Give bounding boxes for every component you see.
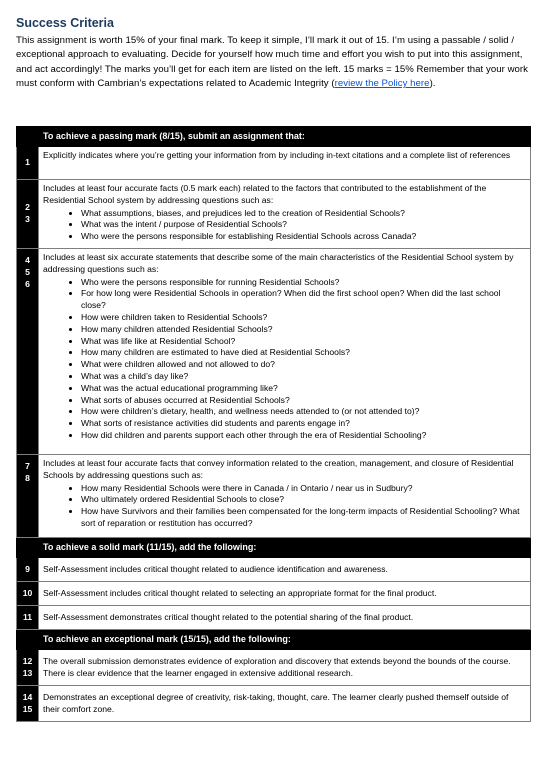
mark-cell bbox=[17, 686, 39, 722]
section-title: To achieve a passing mark (8/15), submit an assignment that: bbox=[39, 127, 531, 147]
list-item: • What sorts of abuses occurred at Residential Schools? bbox=[81, 395, 526, 407]
list-item: • How many children attended Residential Schools? bbox=[81, 324, 526, 336]
criteria-row bbox=[17, 558, 531, 582]
criteria-description: Self-Assessment includes critical thought related to audience identification and awareness. bbox=[43, 563, 388, 574]
list-item: • What was a child’s day like? bbox=[81, 371, 526, 383]
section-header-passing bbox=[17, 127, 531, 147]
criteria-text bbox=[39, 180, 531, 249]
section-title: To achieve an exceptional mark (15/15), add the following: bbox=[39, 630, 531, 650]
criteria-description: Explicitly indicates where you’re getting your information from by including in-text citations and a complete list of references bbox=[43, 150, 511, 160]
mark-number: 9 bbox=[25, 563, 30, 574]
intro-text: This assignment is worth 15% of your final mark. To keep it simple, I’ll mark it out of 15. I’m using a passable / solid / exceptional approach to evaluating. Decide for yourself how much time and effort you wish to put into this assignment, and act accordingly! The marks you’ll get for each item are listed on the left. 15 marks = 15% Remember that your work must conform with Cambrian’s expectations related to Academic Integrity ( bbox=[16, 35, 529, 90]
mark-cell bbox=[17, 249, 39, 455]
list-item: • What were children allowed and not allowed to do? bbox=[81, 359, 526, 371]
mark-cell bbox=[17, 558, 39, 582]
mark-cell bbox=[17, 180, 39, 249]
criteria-row bbox=[17, 606, 531, 630]
criteria-row bbox=[17, 147, 531, 180]
mark-number: 7 bbox=[25, 461, 30, 471]
list-item: • What sorts of resistance activities did students and parents engage in? bbox=[81, 418, 526, 430]
list-item: • How many children are estimated to have died at Residential Schools? bbox=[81, 347, 526, 359]
criteria-description: Self-Assessment demonstrates critical thought related to the potential sharing of the final product. bbox=[43, 611, 414, 622]
mark-cell bbox=[17, 606, 39, 630]
mark-number: 11 bbox=[22, 611, 33, 622]
question-list bbox=[43, 277, 526, 442]
criteria-row bbox=[17, 180, 531, 249]
criteria-text bbox=[39, 147, 531, 180]
section-header-exceptional bbox=[17, 630, 531, 650]
list-item: • How were children taken to Residential Schools? bbox=[81, 312, 526, 324]
criteria-text bbox=[39, 558, 531, 582]
mark-number: 15 bbox=[22, 703, 33, 714]
mark-cell bbox=[17, 455, 39, 538]
criteria-row bbox=[17, 650, 531, 686]
mark-number: 6 bbox=[25, 278, 30, 289]
page-title: Success Criteria bbox=[16, 16, 114, 30]
list-item: • Who ultimately ordered Residential Schools to close? bbox=[81, 494, 526, 506]
list-item: • What was life like at Residential School? bbox=[81, 336, 526, 348]
list-item: • How have Survivors and their families been compensated for the long-term impacts of Residential Schooling? What sort of reparation or restitution has occurred? bbox=[81, 506, 526, 530]
mark-number: 10 bbox=[22, 587, 33, 598]
list-item: • For how long were Residential Schools in operation? When did the first school open? When did the last school close? bbox=[81, 288, 526, 312]
criteria-description: Demonstrates an exceptional degree of creativity, risk-taking, thought, care. The learner clearly pushed themself outside of their comfort zone. bbox=[43, 691, 509, 714]
criteria-description: Includes at least six accurate statements that describe some of the main characteristics of the Residential School system by addressing questions such as: bbox=[43, 252, 514, 274]
criteria-description: Includes at least four accurate facts that convey information related to the creation, management, and closure of Residential Schools by addressing questions such as: bbox=[43, 458, 514, 480]
list-item: • How many Residential Schools were there in Canada / in Ontario / near us in Sudbury? bbox=[81, 483, 526, 495]
criteria-text bbox=[39, 249, 531, 455]
criteria-text bbox=[39, 455, 531, 538]
criteria-description: The overall submission demonstrates evidence of exploration and discovery that extends beyond the bounds of the course. There is clear evidence that the learner engaged in extensive additional research. bbox=[43, 655, 511, 678]
list-item: • How did children and parents support each other through the era of Residential Schooling? bbox=[81, 430, 526, 442]
criteria-text bbox=[39, 686, 531, 722]
intro-paragraph bbox=[16, 34, 536, 92]
document-page bbox=[16, 16, 536, 92]
criteria-row bbox=[17, 686, 531, 722]
list-item: • How were children’s dietary, health, and wellness needs attended to (or not attended to)? bbox=[81, 406, 526, 418]
criteria-text bbox=[39, 582, 531, 606]
list-item: • What was the actual educational programming like? bbox=[81, 383, 526, 395]
criteria-text bbox=[39, 650, 531, 686]
mark-number: 13 bbox=[22, 667, 33, 678]
mark-number: 8 bbox=[25, 472, 30, 483]
list-item: • What assumptions, biases, and prejudices led to the creation of Residential Schools? bbox=[81, 208, 526, 220]
list-item: • Who were the persons responsible for establishing Residential Schools across Canada? bbox=[81, 231, 526, 243]
list-item: • What was the intent / purpose of Residential Schools? bbox=[81, 219, 526, 231]
policy-link[interactable]: review the Policy here bbox=[334, 78, 430, 90]
criteria-description: Self-Assessment includes critical thought related to selecting an appropriate format for the final product. bbox=[43, 587, 437, 598]
mark-number: 12 bbox=[22, 655, 33, 666]
criteria-description: Includes at least four accurate facts (0.5 mark each) related to the factors that contributed to the establishment of the Residential School system by addressing questions such as: bbox=[43, 183, 487, 205]
section-title: To achieve a solid mark (11/15), add the following: bbox=[39, 538, 531, 558]
mark-cell bbox=[17, 582, 39, 606]
mark-number: 1 bbox=[25, 157, 30, 168]
mark-number: 2 bbox=[25, 202, 30, 213]
intro-tail: ). bbox=[429, 78, 436, 90]
question-list bbox=[43, 208, 526, 243]
list-item: • Who were the persons responsible for running Residential Schools? bbox=[81, 277, 526, 289]
criteria-text bbox=[39, 606, 531, 630]
criteria-row bbox=[17, 249, 531, 455]
criteria-row bbox=[17, 455, 531, 538]
mark-number: 3 bbox=[25, 214, 30, 224]
question-list bbox=[43, 483, 526, 530]
mark-number: 4 bbox=[25, 255, 30, 265]
mark-number: 5 bbox=[25, 266, 30, 277]
mark-number: 14 bbox=[22, 691, 33, 702]
criteria-table bbox=[16, 126, 531, 722]
mark-cell bbox=[17, 650, 39, 686]
section-header-solid bbox=[17, 538, 531, 558]
criteria-row bbox=[17, 582, 531, 606]
mark-cell bbox=[17, 147, 39, 180]
